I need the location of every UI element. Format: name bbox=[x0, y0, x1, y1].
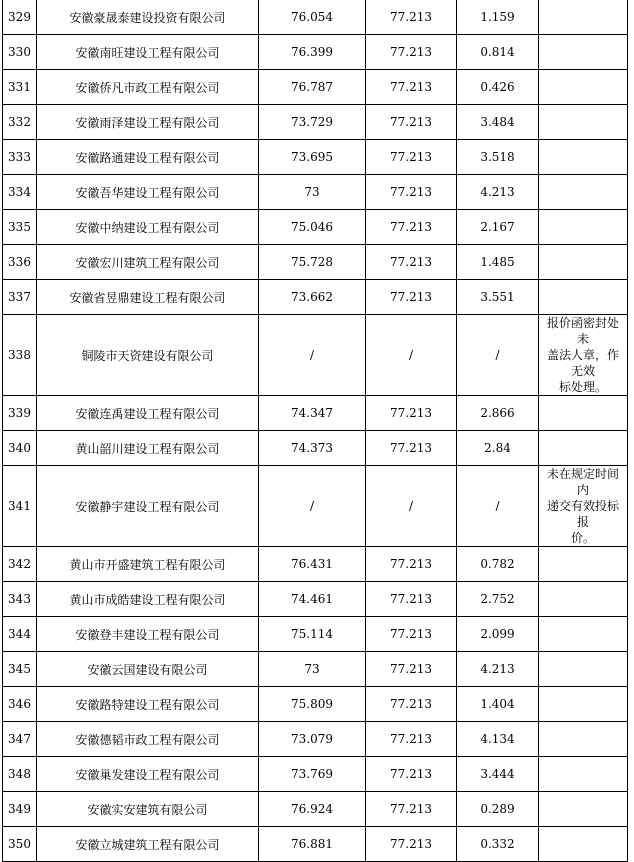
table-row bbox=[3, 547, 628, 582]
deviation-cell: 0.426 bbox=[457, 70, 539, 105]
bid-results-table bbox=[2, 0, 628, 862]
benchmark-score-cell: 77.213 bbox=[366, 687, 457, 722]
remark-cell bbox=[539, 792, 628, 827]
bid-score-cell: 75.809 bbox=[259, 687, 366, 722]
deviation-cell: 1.485 bbox=[457, 245, 539, 280]
table-row bbox=[3, 827, 628, 862]
deviation-cell: / bbox=[457, 466, 539, 547]
benchmark-score-cell: 77.213 bbox=[366, 245, 457, 280]
row-number-cell: 334 bbox=[3, 175, 37, 210]
remark-cell bbox=[539, 315, 628, 396]
deviation-cell: 4.213 bbox=[457, 175, 539, 210]
company-name-cell: 安徽吾华建设工程有限公司 bbox=[37, 175, 259, 210]
benchmark-score-cell: / bbox=[366, 466, 457, 547]
bid-score-cell: 75.728 bbox=[259, 245, 366, 280]
company-name-cell: 安徽省昱鼎建设工程有限公司 bbox=[37, 280, 259, 315]
row-number-cell: 335 bbox=[3, 210, 37, 245]
table-row bbox=[3, 722, 628, 757]
company-name-cell: 安徽路特建设工程有限公司 bbox=[37, 687, 259, 722]
row-number-cell: 337 bbox=[3, 280, 37, 315]
deviation-cell: 0.814 bbox=[457, 35, 539, 70]
row-number-cell: 342 bbox=[3, 547, 37, 582]
remark-line: 盖法人章，作无效 bbox=[546, 348, 619, 378]
deviation-cell: 2.752 bbox=[457, 582, 539, 617]
benchmark-score-cell: 77.213 bbox=[366, 70, 457, 105]
row-number-cell: 344 bbox=[3, 617, 37, 652]
deviation-cell: 0.289 bbox=[457, 792, 539, 827]
benchmark-score-cell: 77.213 bbox=[366, 792, 457, 827]
remark-line: 递交有效投标报 bbox=[546, 499, 619, 529]
remark-cell bbox=[539, 396, 628, 431]
bid-score-cell: 74.347 bbox=[259, 396, 366, 431]
table-row bbox=[3, 652, 628, 687]
benchmark-score-cell: 77.213 bbox=[366, 35, 457, 70]
row-number-cell: 347 bbox=[3, 722, 37, 757]
benchmark-score-cell: 77.213 bbox=[366, 827, 457, 862]
deviation-cell: 4.134 bbox=[457, 722, 539, 757]
table-row bbox=[3, 0, 628, 35]
remark-cell bbox=[539, 35, 628, 70]
deviation-cell: / bbox=[457, 315, 539, 396]
deviation-cell: 4.213 bbox=[457, 652, 539, 687]
table-row bbox=[3, 245, 628, 280]
remark-line: 报价函密封处未 bbox=[546, 316, 619, 346]
deviation-cell: 1.404 bbox=[457, 687, 539, 722]
benchmark-score-cell: 77.213 bbox=[366, 431, 457, 466]
table-row bbox=[3, 105, 628, 140]
table-row bbox=[3, 687, 628, 722]
company-name-cell: 安徽云国建设有限公司 bbox=[37, 652, 259, 687]
company-name-cell: 安徽实安建筑有限公司 bbox=[37, 792, 259, 827]
company-name-cell: 安徽雨泽建设工程有限公司 bbox=[37, 105, 259, 140]
company-name-cell: 安徽南旺建设工程有限公司 bbox=[37, 35, 259, 70]
deviation-cell: 3.518 bbox=[457, 140, 539, 175]
company-name-cell: 黄山市开盛建筑工程有限公司 bbox=[37, 547, 259, 582]
remark-cell bbox=[539, 245, 628, 280]
deviation-cell: 2.099 bbox=[457, 617, 539, 652]
benchmark-score-cell: 77.213 bbox=[366, 652, 457, 687]
bid-score-cell: 73.729 bbox=[259, 105, 366, 140]
deviation-cell: 2.84 bbox=[457, 431, 539, 466]
row-number-cell: 343 bbox=[3, 582, 37, 617]
company-name-cell: 黄山市成皓建设工程有限公司 bbox=[37, 582, 259, 617]
bid-score-cell: 76.431 bbox=[259, 547, 366, 582]
company-name-cell: 安徽静宇建设工程有限公司 bbox=[37, 466, 259, 547]
table-row bbox=[3, 466, 628, 547]
table-row bbox=[3, 431, 628, 466]
company-name-cell: 铜陵市天资建设有限公司 bbox=[37, 315, 259, 396]
company-name-cell: 安徽宏川建筑工程有限公司 bbox=[37, 245, 259, 280]
benchmark-score-cell: 77.213 bbox=[366, 105, 457, 140]
bid-score-cell: 73.769 bbox=[259, 757, 366, 792]
deviation-cell: 0.332 bbox=[457, 827, 539, 862]
remark-line: 未在规定时间内 bbox=[546, 467, 619, 497]
company-name-cell: 安徽登丰建设工程有限公司 bbox=[37, 617, 259, 652]
remark-cell bbox=[539, 140, 628, 175]
table-row bbox=[3, 757, 628, 792]
table-row bbox=[3, 35, 628, 70]
bid-score-cell: 73.079 bbox=[259, 722, 366, 757]
row-number-cell: 340 bbox=[3, 431, 37, 466]
remark-cell bbox=[539, 582, 628, 617]
benchmark-score-cell: 77.213 bbox=[366, 0, 457, 35]
row-number-cell: 330 bbox=[3, 35, 37, 70]
deviation-cell: 2.866 bbox=[457, 396, 539, 431]
remark-cell bbox=[539, 105, 628, 140]
benchmark-score-cell: / bbox=[366, 315, 457, 396]
deviation-cell: 0.782 bbox=[457, 547, 539, 582]
benchmark-score-cell: 77.213 bbox=[366, 547, 457, 582]
bid-results-sheet bbox=[2, 0, 628, 862]
remark-cell bbox=[539, 210, 628, 245]
benchmark-score-cell: 77.213 bbox=[366, 757, 457, 792]
benchmark-score-cell: 77.213 bbox=[366, 617, 457, 652]
bid-score-cell: 75.046 bbox=[259, 210, 366, 245]
company-name-cell: 安徽路通建设工程有限公司 bbox=[37, 140, 259, 175]
bid-score-cell: 76.054 bbox=[259, 0, 366, 35]
table-row bbox=[3, 396, 628, 431]
row-number-cell: 333 bbox=[3, 140, 37, 175]
table-row bbox=[3, 315, 628, 396]
remark-cell bbox=[539, 547, 628, 582]
table-row bbox=[3, 70, 628, 105]
remark-cell bbox=[539, 280, 628, 315]
company-name-cell: 安徽豪晟泰建设投资有限公司 bbox=[37, 0, 259, 35]
row-number-cell: 338 bbox=[3, 315, 37, 396]
bid-score-cell: 76.881 bbox=[259, 827, 366, 862]
company-name-cell: 安徽巢发建设工程有限公司 bbox=[37, 757, 259, 792]
remark-cell bbox=[539, 466, 628, 547]
remark-cell bbox=[539, 431, 628, 466]
deviation-cell: 3.551 bbox=[457, 280, 539, 315]
row-number-cell: 341 bbox=[3, 466, 37, 547]
benchmark-score-cell: 77.213 bbox=[366, 582, 457, 617]
table-row bbox=[3, 582, 628, 617]
deviation-cell: 1.159 bbox=[457, 0, 539, 35]
table-row bbox=[3, 140, 628, 175]
table-row bbox=[3, 210, 628, 245]
benchmark-score-cell: 77.213 bbox=[366, 140, 457, 175]
bid-score-cell: 73.695 bbox=[259, 140, 366, 175]
row-number-cell: 332 bbox=[3, 105, 37, 140]
bid-score-cell: 76.787 bbox=[259, 70, 366, 105]
table-row bbox=[3, 175, 628, 210]
company-name-cell: 安徽立城建筑工程有限公司 bbox=[37, 827, 259, 862]
bid-score-cell: 73.662 bbox=[259, 280, 366, 315]
company-name-cell: 安徽中纳建设工程有限公司 bbox=[37, 210, 259, 245]
company-name-cell: 安徽德韬市政工程有限公司 bbox=[37, 722, 259, 757]
company-name-cell: 黄山韶川建设工程有限公司 bbox=[37, 431, 259, 466]
remark-cell bbox=[539, 687, 628, 722]
row-number-cell: 350 bbox=[3, 827, 37, 862]
remark-cell bbox=[539, 757, 628, 792]
remark-line: 价。 bbox=[570, 531, 595, 545]
row-number-cell: 345 bbox=[3, 652, 37, 687]
benchmark-score-cell: 77.213 bbox=[366, 210, 457, 245]
table-row bbox=[3, 280, 628, 315]
benchmark-score-cell: 77.213 bbox=[366, 175, 457, 210]
row-number-cell: 339 bbox=[3, 396, 37, 431]
remark-cell bbox=[539, 175, 628, 210]
bid-score-cell: 73 bbox=[259, 175, 366, 210]
benchmark-score-cell: 77.213 bbox=[366, 280, 457, 315]
remark-cell bbox=[539, 652, 628, 687]
remark-cell bbox=[539, 617, 628, 652]
table-row bbox=[3, 792, 628, 827]
deviation-cell: 2.167 bbox=[457, 210, 539, 245]
row-number-cell: 329 bbox=[3, 0, 37, 35]
remark-cell bbox=[539, 70, 628, 105]
remark-cell bbox=[539, 827, 628, 862]
row-number-cell: 349 bbox=[3, 792, 37, 827]
remark-cell bbox=[539, 0, 628, 35]
bid-score-cell: / bbox=[259, 315, 366, 396]
deviation-cell: 3.444 bbox=[457, 757, 539, 792]
benchmark-score-cell: 77.213 bbox=[366, 722, 457, 757]
bid-score-cell: / bbox=[259, 466, 366, 547]
deviation-cell: 3.484 bbox=[457, 105, 539, 140]
row-number-cell: 346 bbox=[3, 687, 37, 722]
table-body bbox=[3, 0, 628, 862]
bid-score-cell: 74.373 bbox=[259, 431, 366, 466]
bid-score-cell: 73 bbox=[259, 652, 366, 687]
bid-score-cell: 76.399 bbox=[259, 35, 366, 70]
remark-cell bbox=[539, 722, 628, 757]
benchmark-score-cell: 77.213 bbox=[366, 396, 457, 431]
bid-score-cell: 74.461 bbox=[259, 582, 366, 617]
row-number-cell: 336 bbox=[3, 245, 37, 280]
company-name-cell: 安徽连禹建设工程有限公司 bbox=[37, 396, 259, 431]
remark-line: 标处理。 bbox=[558, 380, 607, 394]
row-number-cell: 348 bbox=[3, 757, 37, 792]
table-row bbox=[3, 617, 628, 652]
bid-score-cell: 76.924 bbox=[259, 792, 366, 827]
bid-score-cell: 75.114 bbox=[259, 617, 366, 652]
company-name-cell: 安徽侨凡市政工程有限公司 bbox=[37, 70, 259, 105]
row-number-cell: 331 bbox=[3, 70, 37, 105]
